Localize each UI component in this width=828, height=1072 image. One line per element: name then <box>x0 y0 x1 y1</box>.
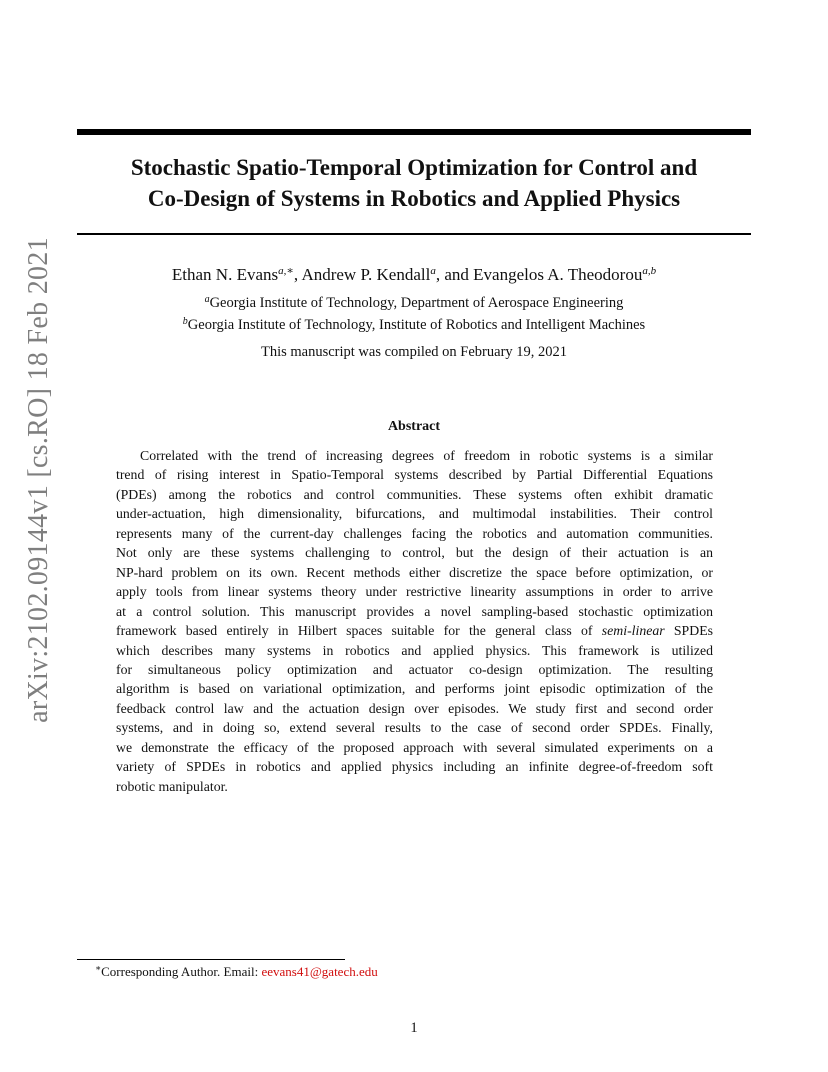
abstract-emphasis: semi-linear <box>601 623 665 639</box>
paper-title-line-2: Co-Design of Systems in Robotics and Applied Physics <box>147 186 681 211</box>
abstract-line: represents many of the current-day challenges facing the robotics and automation communities. <box>116 525 713 541</box>
abstract-line: at a control solution. This manuscript provides a novel sampling-based stochastic optimization <box>116 603 713 619</box>
affiliation-a <box>77 294 751 312</box>
page-number: 1 <box>410 1020 418 1036</box>
author-affiliation-mark: a,b <box>642 265 657 277</box>
author-name: Andrew P. Kendall <box>301 265 431 284</box>
footnote-mark: ∗ <box>95 963 102 973</box>
abstract-heading: Abstract <box>387 419 441 434</box>
paper-title <box>77 152 751 214</box>
abstract-text: framework based entirely in Hilbert spaces suitable for the general class of <box>116 623 602 639</box>
author-separator: , <box>293 265 302 284</box>
abstract-line: Not only are these systems challenging to control, but the design of their actuation is an <box>116 545 713 561</box>
abstract-line: under-actuation, high dimensionality, bifurcations, and multimodal instabilities. Their control <box>116 506 713 522</box>
footnote-rule <box>77 959 345 960</box>
footnote-text: Corresponding Author. Email: <box>101 964 262 979</box>
author-name: Ethan N. Evans <box>171 265 279 284</box>
abstract-line-with-emphasis <box>116 621 713 640</box>
abstract-line: variety of SPDEs in robotics and applied physics including an infinite degree-of-freedom soft <box>116 759 713 775</box>
paper-title-line-1: Stochastic Spatio-Temporal Optimization for Control and <box>130 155 698 180</box>
author-name: Evangelos A. Theodorou <box>473 265 643 284</box>
abstract-line: algorithm is based on variational optimization, and performs joint episodic optimization of the <box>116 681 713 697</box>
title-top-rule <box>77 129 751 135</box>
title-bottom-rule <box>77 233 751 235</box>
abstract-line: apply tools from linear systems theory under restrictive linearity assumptions in order to arrive <box>116 584 713 600</box>
compiled-date-note: This manuscript was compiled on February 19, 2021 <box>260 344 568 360</box>
affiliation-text: Georgia Institute of Technology, Institute of Robotics and Intelligent Machines <box>187 317 646 333</box>
abstract-line: Correlated with the trend of increasing degrees of freedom in robotic systems is a similar <box>140 448 713 463</box>
abstract-line: for simultaneous policy optimization and actuator co-design optimization. The resulting <box>116 661 713 677</box>
affiliation-b <box>77 316 751 334</box>
author-separator: , and <box>435 265 474 284</box>
author-affiliation-mark: a <box>430 265 436 277</box>
abstract-line: NP-hard problem on its own. Recent methods either discretize the space before optimization, or <box>116 564 713 580</box>
corresponding-author-footnote <box>95 963 378 981</box>
arxiv-stamp: arXiv:2102.09144v1 [cs.RO] 18 Feb 2021 <box>23 237 54 723</box>
abstract-body <box>116 446 713 796</box>
abstract-line: we demonstrate the efficacy of the proposed approach with several simulated experiments on a <box>116 739 713 755</box>
affiliation-text: Georgia Institute of Technology, Department of Aerospace Engineering <box>209 295 624 311</box>
abstract-line: which describes many systems in robotics and applied physics. This framework is utilized <box>116 642 713 658</box>
affiliation-mark: b <box>182 316 188 327</box>
affiliation-mark: a <box>204 294 210 305</box>
abstract-line: feedback control law and the actuation design over episodes. We study first and second order <box>116 700 713 716</box>
abstract-text: SPDEs <box>664 623 713 639</box>
abstract-line: trend of rising interest in Spatio-Temporal systems described by Partial Differential Equations <box>116 467 713 483</box>
email-link[interactable]: eevans41@gatech.edu <box>261 964 378 979</box>
abstract-line: (PDEs) among the robotics and control communities. These systems often exhibit dramatic <box>116 486 713 502</box>
abstract-line: systems, and in doing so, extend several results to the case of second order SPDEs. Finally, <box>116 720 713 736</box>
author-list <box>77 264 751 286</box>
author-affiliation-mark: a,∗ <box>278 265 294 277</box>
abstract-line: robotic manipulator. <box>116 778 228 794</box>
